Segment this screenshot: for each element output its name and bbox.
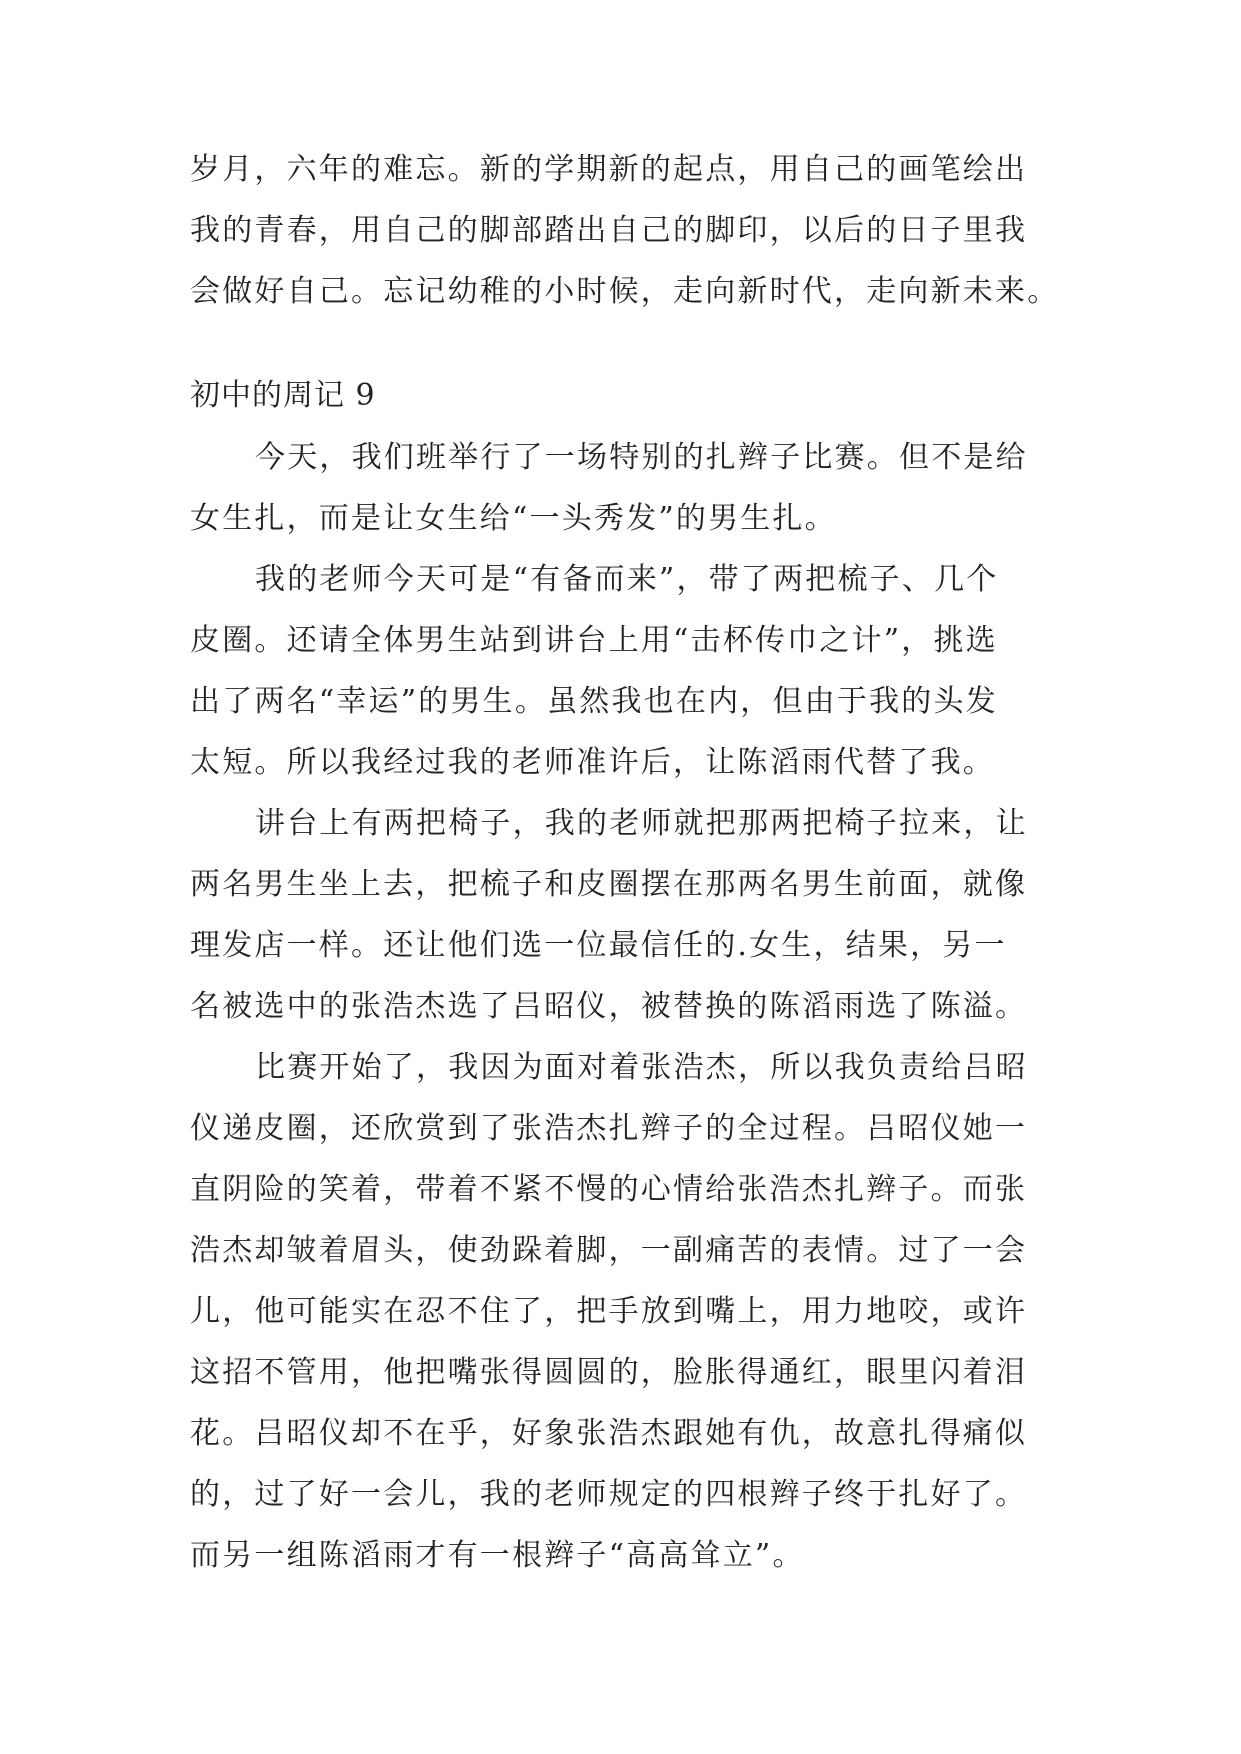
paragraph-4-line-4: 浩杰却皱着眉头，使劲跺着脚，一副痛苦的表情。过了一会	[190, 1233, 1028, 1268]
paragraph-1-line-1: 今天，我们班举行了一场特别的扎辫子比赛。但不是给	[255, 440, 1028, 475]
paragraph-4-line-9: 而另一组陈滔雨才有一根辫子“高高耸立”。	[190, 1538, 805, 1573]
intro-line-1: 岁月，六年的难忘。新的学期新的起点，用自己的画笔绘出	[190, 152, 1028, 187]
paragraph-2-line-2: 皮圈。还请全体男生站到讲台上用“击杯传巾之计”，挑选	[190, 623, 998, 658]
paragraph-4-line-3: 直阴险的笑着，带着不紧不慢的心情给张浩杰扎辫子。而张	[190, 1172, 1028, 1207]
paragraph-4-line-5: 儿，他可能实在忍不住了，把手放到嘴上，用力地咬，或许	[190, 1294, 1028, 1329]
intro-line-3: 会做好自己。忘记幼稚的小时候，走向新时代，走向新未来。	[190, 274, 1060, 309]
paragraph-3-line-1: 讲台上有两把椅子，我的老师就把那两把椅子拉来，让	[255, 806, 1028, 841]
paragraph-3-line-2: 两名男生坐上去，把梳子和皮圈摆在那两名男生前面，就像	[190, 867, 1028, 902]
paragraph-1-line-2: 女生扎，而是让女生给“一头秀发”的男生扎。	[190, 501, 837, 536]
paragraph-3-line-3: 理发店一样。还让他们选一位最信任的.女生，结果，另一	[190, 928, 1007, 963]
paragraph-4-line-7: 花。吕昭仪却不在乎，好象张浩杰跟她有仇，故意扎得痛似	[190, 1416, 1028, 1451]
intro-line-2: 我的青春，用自己的脚部踏出自己的脚印，以后的日子里我	[190, 213, 1028, 248]
paragraph-4-line-6: 这招不管用，他把嘴张得圆圆的，脸胀得通红，眼里闪着泪	[190, 1355, 1028, 1390]
section-heading: 初中的周记 9	[190, 378, 376, 413]
paragraph-4-line-2: 仪递皮圈，还欣赏到了张浩杰扎辫子的全过程。吕昭仪她一	[190, 1111, 1028, 1146]
paragraph-2-line-4: 太短。所以我经过我的老师准许后，让陈滔雨代替了我。	[190, 745, 995, 780]
paragraph-4-line-1: 比赛开始了，我因为面对着张浩杰，所以我负责给吕昭	[255, 1050, 1028, 1085]
paragraph-4-line-8: 的，过了好一会儿，我的老师规定的四根辫子终于扎好了。	[190, 1477, 1028, 1512]
paragraph-2-line-1: 我的老师今天可是“有备而来”，带了两把梳子、几个	[255, 562, 999, 597]
paragraph-2-line-3: 出了两名“幸运”的男生。虽然我也在内，但由于我的头发	[190, 684, 998, 719]
paragraph-3-line-4: 名被选中的张浩杰选了吕昭仪，被替换的陈滔雨选了陈溢。	[190, 989, 1028, 1024]
